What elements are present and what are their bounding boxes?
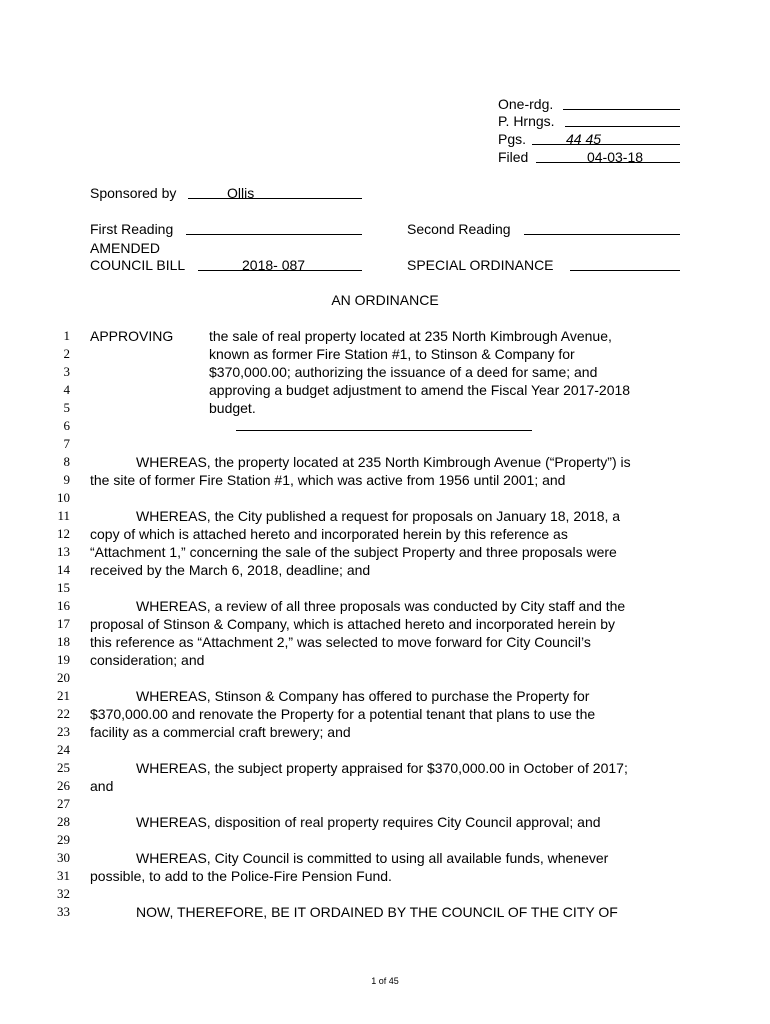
sponsor-line [188,198,362,199]
subject-line: the sale of real property located at 235 North Kimbrough Avenue, [209,328,612,344]
line-number: 6 [63,418,70,433]
one-rdg-line [563,109,680,110]
line-number: 19 [57,652,70,667]
whereas-line: and [90,778,114,794]
line-number: 16 [57,598,70,613]
first-reading-line [186,234,362,235]
line-number: 21 [57,688,70,703]
line-number: 26 [57,778,70,793]
whereas-line: received by the March 6, 2018, deadline; and [90,562,371,578]
second-reading-label: Second Reading [407,221,511,237]
line-number: 7 [63,436,70,451]
special-ordinance-line [570,270,680,271]
line-number: 29 [57,832,70,847]
ordinance-title: AN ORDINANCE [331,292,439,308]
whereas-line: this reference as “Attachment 2,” was selected to move forward for City Council’s [90,634,591,650]
line-number: 20 [57,670,70,685]
line-number: 30 [57,850,70,865]
line-number: 3 [63,364,70,379]
whereas-line: “Attachment 1,” concerning the sale of the subject Property and three proposals were [90,544,617,560]
line-number: 18 [57,634,70,649]
pgs-label: Pgs. [498,131,527,147]
line-number: 12 [57,526,70,541]
line-number: 24 [57,742,70,757]
whereas-line: proposal of Stinson & Company, which is attached hereto and incorporated herein by [90,616,616,632]
subject-line: budget. [209,400,256,416]
approving-label: APPROVING [90,328,174,344]
subject-line: $370,000.00; authorizing the issuance of a deed for same; and [209,364,598,380]
line-number: 9 [63,472,70,487]
line-number: 5 [63,400,70,415]
whereas-line: WHEREAS, Stinson & Company has offered to purchase the Property for [136,688,590,704]
whereas-line: $370,000.00 and renovate the Property for a potential tenant that plans to use the [90,706,596,722]
pgs-line [532,144,680,145]
line-number: 25 [57,760,70,775]
whereas-line: WHEREAS, City Council is committed to using all available funds, whenever [136,850,609,866]
line-number: 1 [63,328,70,343]
line-number: 11 [57,508,70,523]
whereas-line: copy of which is attached hereto and incorporated herein by this reference as [90,526,568,542]
line-number: 8 [63,454,70,469]
now-therefore-line: NOW, THEREFORE, BE IT ORDAINED BY THE COUNCIL OF THE CITY OF [136,904,618,920]
second-reading-line [524,234,680,235]
one-rdg-label: One-rdg. [498,96,554,112]
filed-label: Filed [498,149,529,165]
whereas-line: facility as a commercial craft brewery; and [90,724,351,740]
line-number: 33 [57,904,70,919]
line-number: 22 [57,706,70,721]
filed-date: 04-03-18 [586,149,644,165]
sponsor-label: Sponsored by [90,185,177,201]
subject-divider [236,430,532,431]
subject-line: approving a budget adjustment to amend the Fiscal Year 2017-2018 [209,382,631,398]
whereas-line: possible, to add to the Police-Fire Pension Fund. [90,868,392,884]
whereas-line: the site of former Fire Station #1, which was active from 1956 until 2001; and [90,472,566,488]
sponsor-name: Ollis [227,185,255,201]
line-number: 15 [57,580,70,595]
first-reading-label: First Reading [90,221,174,237]
line-number: 13 [57,544,70,559]
p-hrngs-label: P. Hrngs. [498,113,555,129]
p-hrngs-line [565,126,680,127]
pgs-value: 44 45 [566,131,602,147]
whereas-line: WHEREAS, the property located at 235 North Kimbrough Avenue (“Property”) is [136,454,631,470]
council-bill-label: COUNCIL BILL [90,257,186,273]
line-number: 28 [57,814,70,829]
line-number: 10 [57,490,70,505]
whereas-line: consideration; and [90,652,205,668]
amended-label: AMENDED [90,240,161,256]
line-number: 2 [63,346,70,361]
whereas-line: WHEREAS, the City published a request for proposals on January 18, 2018, a [136,508,621,524]
line-number: 31 [57,868,70,883]
page-number: 1 of 45 [371,976,399,986]
special-ordinance-label: SPECIAL ORDINANCE [407,257,554,273]
whereas-line: WHEREAS, disposition of real property requires City Council approval; and [136,814,601,830]
subject-line: known as former Fire Station #1, to Stinson & Company for [209,346,575,362]
line-number: 14 [57,562,70,577]
council-bill-number: 2018- 087 [242,257,306,273]
whereas-line: WHEREAS, a review of all three proposals was conducted by City staff and the [136,598,626,614]
line-number: 17 [57,616,70,631]
line-number: 4 [63,382,70,397]
line-number: 27 [57,796,70,811]
line-number: 32 [57,886,70,901]
line-number: 23 [57,724,70,739]
whereas-line: WHEREAS, the subject property appraised for $370,000.00 in October of 2017; [136,760,628,776]
